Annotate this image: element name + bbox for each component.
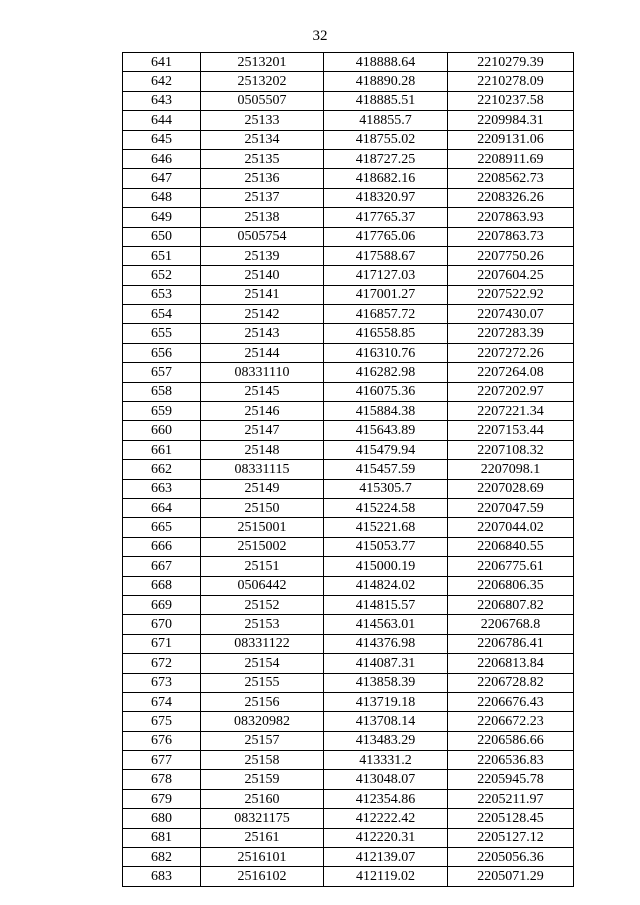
point-code-cell: 25160	[201, 789, 324, 808]
table-body	[123, 53, 574, 887]
point-number-cell: 663	[123, 479, 201, 498]
point-code-cell: 25133	[201, 111, 324, 130]
x-coordinate-cell: 412139.07	[324, 848, 448, 867]
point-code-cell: 25161	[201, 828, 324, 847]
x-coordinate-cell: 415479.94	[324, 440, 448, 459]
table-row	[123, 634, 574, 653]
table-row	[123, 615, 574, 634]
x-coordinate-cell: 417127.03	[324, 266, 448, 285]
x-coordinate-cell: 413858.39	[324, 673, 448, 692]
y-coordinate-cell: 2207153.44	[448, 421, 574, 440]
point-code-cell: 25143	[201, 324, 324, 343]
table-row	[123, 53, 574, 72]
x-coordinate-cell: 418320.97	[324, 188, 448, 207]
y-coordinate-cell: 2205071.29	[448, 867, 574, 886]
y-coordinate-cell: 2206786.41	[448, 634, 574, 653]
table-row	[123, 518, 574, 537]
point-code-cell: 25153	[201, 615, 324, 634]
point-code-cell: 25150	[201, 498, 324, 517]
x-coordinate-cell: 414815.57	[324, 595, 448, 614]
x-coordinate-cell: 418755.02	[324, 130, 448, 149]
x-coordinate-cell: 412119.02	[324, 867, 448, 886]
table-row	[123, 130, 574, 149]
point-number-cell: 660	[123, 421, 201, 440]
point-number-cell: 654	[123, 305, 201, 324]
point-code-cell: 25156	[201, 692, 324, 711]
table-row	[123, 770, 574, 789]
point-number-cell: 641	[123, 53, 201, 72]
point-number-cell: 664	[123, 498, 201, 517]
point-number-cell: 683	[123, 867, 201, 886]
point-number-cell: 652	[123, 266, 201, 285]
table-row	[123, 595, 574, 614]
point-code-cell: 08331115	[201, 460, 324, 479]
table-row	[123, 557, 574, 576]
y-coordinate-cell: 2207430.07	[448, 305, 574, 324]
x-coordinate-cell: 416075.36	[324, 382, 448, 401]
x-coordinate-cell: 415457.59	[324, 460, 448, 479]
table-row	[123, 208, 574, 227]
point-code-cell: 25157	[201, 731, 324, 750]
table-row	[123, 266, 574, 285]
y-coordinate-cell: 2206536.83	[448, 751, 574, 770]
table-row	[123, 576, 574, 595]
x-coordinate-cell: 418727.25	[324, 149, 448, 168]
point-code-cell: 08331110	[201, 363, 324, 382]
point-number-cell: 682	[123, 848, 201, 867]
x-coordinate-cell: 415224.58	[324, 498, 448, 517]
point-number-cell: 644	[123, 111, 201, 130]
table-row	[123, 440, 574, 459]
table-row	[123, 751, 574, 770]
point-number-cell: 648	[123, 188, 201, 207]
table-row	[123, 712, 574, 731]
y-coordinate-cell: 2207047.59	[448, 498, 574, 517]
point-code-cell: 25148	[201, 440, 324, 459]
table-row	[123, 149, 574, 168]
x-coordinate-cell: 415305.7	[324, 479, 448, 498]
point-code-cell: 0505754	[201, 227, 324, 246]
coordinates-table	[122, 52, 574, 887]
table-row	[123, 809, 574, 828]
point-number-cell: 679	[123, 789, 201, 808]
table-row	[123, 673, 574, 692]
table-row	[123, 227, 574, 246]
table-row	[123, 188, 574, 207]
point-number-cell: 669	[123, 595, 201, 614]
x-coordinate-cell: 414824.02	[324, 576, 448, 595]
x-coordinate-cell: 412222.42	[324, 809, 448, 828]
table-row	[123, 867, 574, 886]
y-coordinate-cell: 2206728.82	[448, 673, 574, 692]
y-coordinate-cell: 2205056.36	[448, 848, 574, 867]
point-code-cell: 25142	[201, 305, 324, 324]
x-coordinate-cell: 417588.67	[324, 246, 448, 265]
x-coordinate-cell: 416558.85	[324, 324, 448, 343]
point-number-cell: 673	[123, 673, 201, 692]
point-number-cell: 675	[123, 712, 201, 731]
point-number-cell: 678	[123, 770, 201, 789]
x-coordinate-cell: 415643.89	[324, 421, 448, 440]
point-code-cell: 25155	[201, 673, 324, 692]
x-coordinate-cell: 414376.98	[324, 634, 448, 653]
point-number-cell: 661	[123, 440, 201, 459]
point-code-cell: 2513201	[201, 53, 324, 72]
point-code-cell: 25159	[201, 770, 324, 789]
point-number-cell: 666	[123, 537, 201, 556]
y-coordinate-cell: 2206806.35	[448, 576, 574, 595]
table-row	[123, 246, 574, 265]
point-code-cell: 25152	[201, 595, 324, 614]
x-coordinate-cell: 417765.06	[324, 227, 448, 246]
point-code-cell: 08321175	[201, 809, 324, 828]
point-number-cell: 658	[123, 382, 201, 401]
point-code-cell: 0506442	[201, 576, 324, 595]
y-coordinate-cell: 2207221.34	[448, 402, 574, 421]
point-number-cell: 651	[123, 246, 201, 265]
point-number-cell: 680	[123, 809, 201, 828]
y-coordinate-cell: 2207264.08	[448, 363, 574, 382]
y-coordinate-cell: 2208326.26	[448, 188, 574, 207]
y-coordinate-cell: 2206676.43	[448, 692, 574, 711]
point-number-cell: 646	[123, 149, 201, 168]
x-coordinate-cell: 418885.51	[324, 91, 448, 110]
y-coordinate-cell: 2206813.84	[448, 654, 574, 673]
point-number-cell: 674	[123, 692, 201, 711]
point-number-cell: 672	[123, 654, 201, 673]
point-code-cell: 25137	[201, 188, 324, 207]
point-number-cell: 681	[123, 828, 201, 847]
x-coordinate-cell: 415000.19	[324, 557, 448, 576]
point-number-cell: 671	[123, 634, 201, 653]
y-coordinate-cell: 2207108.32	[448, 440, 574, 459]
y-coordinate-cell: 2205127.12	[448, 828, 574, 847]
x-coordinate-cell: 416282.98	[324, 363, 448, 382]
x-coordinate-cell: 415884.38	[324, 402, 448, 421]
y-coordinate-cell: 2206840.55	[448, 537, 574, 556]
x-coordinate-cell: 417001.27	[324, 285, 448, 304]
x-coordinate-cell: 412354.86	[324, 789, 448, 808]
point-code-cell: 25147	[201, 421, 324, 440]
table-row	[123, 382, 574, 401]
y-coordinate-cell: 2208562.73	[448, 169, 574, 188]
point-number-cell: 665	[123, 518, 201, 537]
x-coordinate-cell: 413708.14	[324, 712, 448, 731]
table-row	[123, 479, 574, 498]
y-coordinate-cell: 2207750.26	[448, 246, 574, 265]
table-row	[123, 731, 574, 750]
point-number-cell: 667	[123, 557, 201, 576]
x-coordinate-cell: 418890.28	[324, 72, 448, 91]
y-coordinate-cell: 2207863.73	[448, 227, 574, 246]
y-coordinate-cell: 2210278.09	[448, 72, 574, 91]
x-coordinate-cell: 418682.16	[324, 169, 448, 188]
y-coordinate-cell: 2207272.26	[448, 343, 574, 362]
point-number-cell: 643	[123, 91, 201, 110]
point-code-cell: 25144	[201, 343, 324, 362]
table-row	[123, 111, 574, 130]
point-number-cell: 657	[123, 363, 201, 382]
x-coordinate-cell: 412220.31	[324, 828, 448, 847]
page-number: 32	[312, 28, 328, 44]
y-coordinate-cell: 2209984.31	[448, 111, 574, 130]
y-coordinate-cell: 2207044.02	[448, 518, 574, 537]
table-row	[123, 363, 574, 382]
point-code-cell: 25146	[201, 402, 324, 421]
table-row	[123, 285, 574, 304]
point-code-cell: 25141	[201, 285, 324, 304]
point-number-cell: 649	[123, 208, 201, 227]
point-code-cell: 25138	[201, 208, 324, 227]
x-coordinate-cell: 415053.77	[324, 537, 448, 556]
table-row	[123, 498, 574, 517]
table-row	[123, 789, 574, 808]
x-coordinate-cell: 418855.7	[324, 111, 448, 130]
y-coordinate-cell: 2206586.66	[448, 731, 574, 750]
x-coordinate-cell: 416857.72	[324, 305, 448, 324]
point-number-cell: 659	[123, 402, 201, 421]
y-coordinate-cell: 2205945.78	[448, 770, 574, 789]
y-coordinate-cell: 2207863.93	[448, 208, 574, 227]
table-row	[123, 72, 574, 91]
x-coordinate-cell: 413719.18	[324, 692, 448, 711]
point-number-cell: 670	[123, 615, 201, 634]
point-number-cell: 650	[123, 227, 201, 246]
y-coordinate-cell: 2205211.97	[448, 789, 574, 808]
point-code-cell: 2516101	[201, 848, 324, 867]
point-code-cell: 25136	[201, 169, 324, 188]
point-code-cell: 25135	[201, 149, 324, 168]
y-coordinate-cell: 2207098.1	[448, 460, 574, 479]
point-code-cell: 2513202	[201, 72, 324, 91]
y-coordinate-cell: 2206807.82	[448, 595, 574, 614]
y-coordinate-cell: 2210279.39	[448, 53, 574, 72]
table-row	[123, 91, 574, 110]
point-number-cell: 645	[123, 130, 201, 149]
point-code-cell: 2516102	[201, 867, 324, 886]
table-row	[123, 828, 574, 847]
point-code-cell: 25140	[201, 266, 324, 285]
y-coordinate-cell: 2208911.69	[448, 149, 574, 168]
point-code-cell: 25139	[201, 246, 324, 265]
table-row	[123, 402, 574, 421]
point-number-cell: 647	[123, 169, 201, 188]
point-code-cell: 25145	[201, 382, 324, 401]
table-row	[123, 654, 574, 673]
table-row	[123, 169, 574, 188]
x-coordinate-cell: 417765.37	[324, 208, 448, 227]
y-coordinate-cell: 2206768.8	[448, 615, 574, 634]
point-code-cell: 2515002	[201, 537, 324, 556]
point-number-cell: 676	[123, 731, 201, 750]
point-code-cell: 25158	[201, 751, 324, 770]
point-code-cell: 25151	[201, 557, 324, 576]
y-coordinate-cell: 2209131.06	[448, 130, 574, 149]
table-row	[123, 537, 574, 556]
x-coordinate-cell: 413331.2	[324, 751, 448, 770]
point-number-cell: 677	[123, 751, 201, 770]
y-coordinate-cell: 2206672.23	[448, 712, 574, 731]
table-row	[123, 692, 574, 711]
point-number-cell: 653	[123, 285, 201, 304]
y-coordinate-cell: 2210237.58	[448, 91, 574, 110]
x-coordinate-cell: 418888.64	[324, 53, 448, 72]
x-coordinate-cell: 414563.01	[324, 615, 448, 634]
y-coordinate-cell: 2207028.69	[448, 479, 574, 498]
point-code-cell: 25154	[201, 654, 324, 673]
point-number-cell: 662	[123, 460, 201, 479]
table-row	[123, 460, 574, 479]
y-coordinate-cell: 2206775.61	[448, 557, 574, 576]
y-coordinate-cell: 2207283.39	[448, 324, 574, 343]
point-code-cell: 08331122	[201, 634, 324, 653]
x-coordinate-cell: 415221.68	[324, 518, 448, 537]
point-number-cell: 642	[123, 72, 201, 91]
table-row	[123, 421, 574, 440]
y-coordinate-cell: 2207604.25	[448, 266, 574, 285]
x-coordinate-cell: 414087.31	[324, 654, 448, 673]
point-code-cell: 25149	[201, 479, 324, 498]
y-coordinate-cell: 2205128.45	[448, 809, 574, 828]
table-row	[123, 305, 574, 324]
y-coordinate-cell: 2207522.92	[448, 285, 574, 304]
point-code-cell: 2515001	[201, 518, 324, 537]
point-code-cell: 0505507	[201, 91, 324, 110]
x-coordinate-cell: 413048.07	[324, 770, 448, 789]
table-row	[123, 324, 574, 343]
point-code-cell: 25134	[201, 130, 324, 149]
point-code-cell: 08320982	[201, 712, 324, 731]
table-row	[123, 343, 574, 362]
point-number-cell: 656	[123, 343, 201, 362]
x-coordinate-cell: 413483.29	[324, 731, 448, 750]
point-number-cell: 668	[123, 576, 201, 595]
y-coordinate-cell: 2207202.97	[448, 382, 574, 401]
x-coordinate-cell: 416310.76	[324, 343, 448, 362]
table-row	[123, 848, 574, 867]
point-number-cell: 655	[123, 324, 201, 343]
